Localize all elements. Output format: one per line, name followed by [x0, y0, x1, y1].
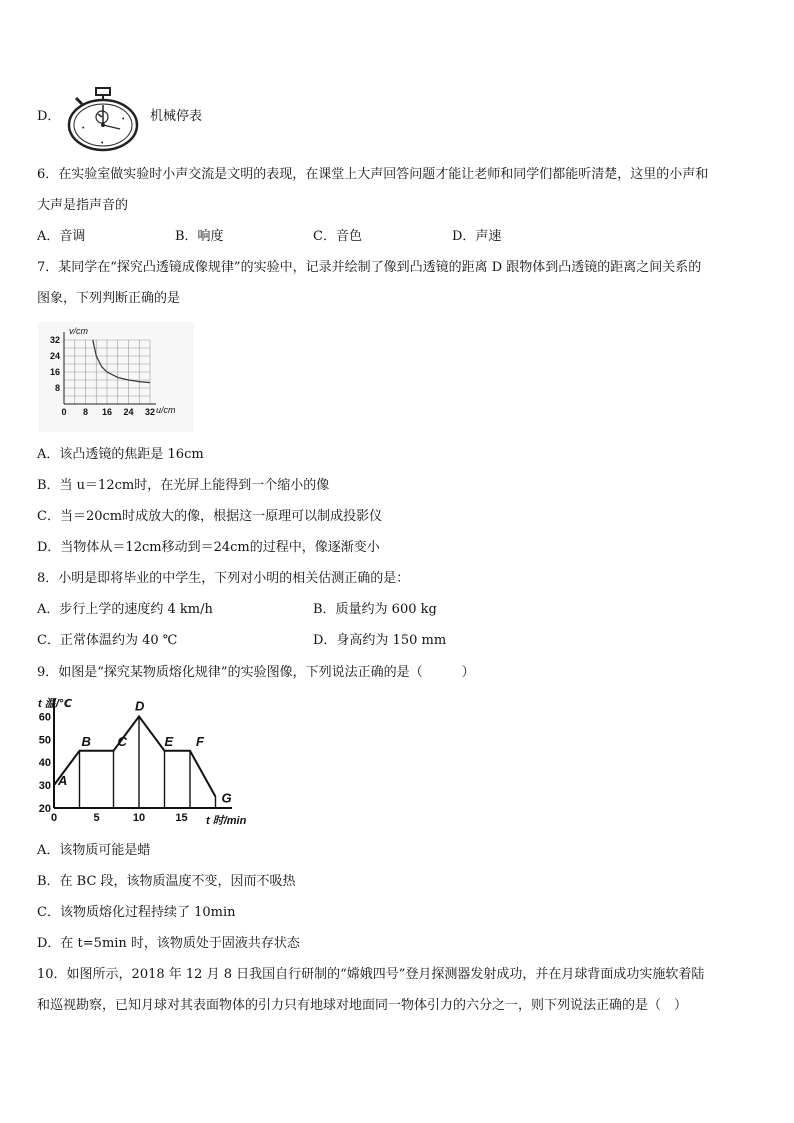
chart1-y-tick-label: 32: [49, 335, 60, 345]
chart2-axes: [54, 699, 232, 808]
chart2-x-tick-label: 10: [132, 812, 146, 824]
q7-stem-line2: 图象，下列判断正确的是: [37, 291, 181, 306]
q10-stem-line2: 和巡视勘察，已知月球对其表面物体的引力只有地球对地面同一物体引力的六分之一，则下列说法正确的是（ ）: [37, 998, 688, 1013]
q8-option-a: A．步行上学的速度约 4 km/h: [37, 602, 213, 617]
chart1-y-tick-label: 8: [54, 383, 60, 393]
chart1-x-tick-label: 32: [144, 407, 156, 417]
chart1-y-tick-label: 24: [49, 351, 60, 361]
q7-option-a: A．该凸透镜的焦距是 16cm: [37, 447, 204, 462]
svg-text:•: •: [101, 140, 104, 147]
q6-option-a: A．音调: [37, 229, 86, 244]
chart2-point-label: F: [196, 733, 204, 749]
chart2-x-tick-label: 15: [175, 812, 188, 824]
chart2-y-tick-label: 60: [38, 711, 51, 724]
chart2-point-label: A: [58, 773, 68, 789]
q10-stem-line1: 10．如图所示，2018 年 12 月 8 日我国自行研制的“嫦娥四号”登月探测器发射成功，并在月球背面成功实施软着陆: [37, 967, 705, 982]
chart2-y-axis-label: t 温/℃: [38, 698, 73, 710]
chart2-point-label: E: [164, 733, 174, 749]
chart1-x-tick-label: 0: [61, 407, 67, 417]
chart2-x-tick-label: 5: [93, 812, 100, 824]
chart2-y-tick-label: 30: [38, 780, 51, 793]
chart2-point-label: C: [117, 733, 127, 749]
q9-option-c: C．该物质熔化过程持续了 10min: [37, 905, 236, 920]
q7-stem-line1: 7．某同学在“探究凸透镜成像规律”的实验中，记录并绘制了像到凸透镜的距离 D 跟物体到凸透镜的距离之间关系的: [37, 260, 702, 275]
q8-option-c: C．正常体温约为 40 ℃: [37, 633, 178, 648]
chart2-x-axis-label: t 时/min: [206, 815, 247, 827]
chart1-x-axis-label: u/cm: [156, 405, 176, 415]
q7-option-c: C．当＝20cm时成放大的像，根据这一原理可以制成投影仪: [37, 509, 383, 524]
chart1-x-tick-label: 24: [123, 407, 134, 417]
q5-option-d-text: 机械停表: [150, 109, 203, 124]
chart2-point-label: G: [221, 790, 232, 806]
chart2-point-label: B: [81, 733, 91, 749]
q6-stem-line2: 大声是指声音的: [37, 198, 129, 213]
q6-stem-line1: 6．在实验室做实验时小声交流是文明的表现，在课堂上大声回答问题才能让老师和同学们都能听清楚，这里的小声和: [37, 167, 709, 182]
svg-text:•: •: [82, 125, 85, 132]
chart1-y-axis-label: v/cm: [69, 326, 88, 336]
q9-option-a: A．该物质可能是蜡: [37, 843, 151, 858]
q8-stem: 8．小明是即将毕业的中学生，下列对小明的相关估测正确的是：: [37, 571, 410, 586]
chart2-series-curve: [54, 716, 216, 796]
svg-text:•: •: [122, 116, 125, 123]
chart1-y-tick-label: 16: [49, 367, 60, 377]
q6-option-d: D．声速: [452, 229, 502, 244]
chart2-y-tick-label: 40: [38, 757, 51, 770]
stopwatch-icon: [62, 84, 144, 152]
chart2-point-label: D: [135, 698, 145, 714]
chart2-y-tick-label: 20: [38, 803, 51, 815]
q9-stem: 9．如图是“探究某物质熔化规律”的实验图像，下列说法正确的是（ ）: [37, 665, 475, 680]
q6-option-b: B．响度: [175, 229, 224, 244]
chart2-x-tick-label: 0: [50, 812, 58, 824]
chart2-y-tick-label: 50: [38, 734, 51, 747]
q9-option-d: D．在 t=5min 时，该物质处于固液共存状态: [37, 936, 300, 951]
q7-option-b: B．当 u＝12cm时，在光屏上能得到一个缩小的像: [37, 478, 330, 493]
q6-option-c: C．音色: [313, 229, 362, 244]
chart2-dashed-guides: [80, 716, 216, 808]
chart2-point-labels: [57, 698, 232, 805]
chart1-x-tick-label: 16: [101, 407, 113, 417]
q7-option-d: D．当物体从＝12cm移动到＝24cm的过程中，像逐渐变小: [37, 540, 380, 555]
q9-option-b: B．在 BC 段，该物质温度不变，因而不吸热: [37, 874, 296, 889]
lens-image-distance-chart: [38, 322, 194, 432]
q8-option-b: B．质量约为 600 kg: [313, 602, 437, 617]
melting-curve-chart: [36, 693, 258, 833]
q8-option-d: D．身高约为 150 mm: [313, 633, 447, 648]
q5-option-d-label: D．: [37, 109, 61, 124]
chart1-x-tick-label: 8: [82, 407, 89, 417]
